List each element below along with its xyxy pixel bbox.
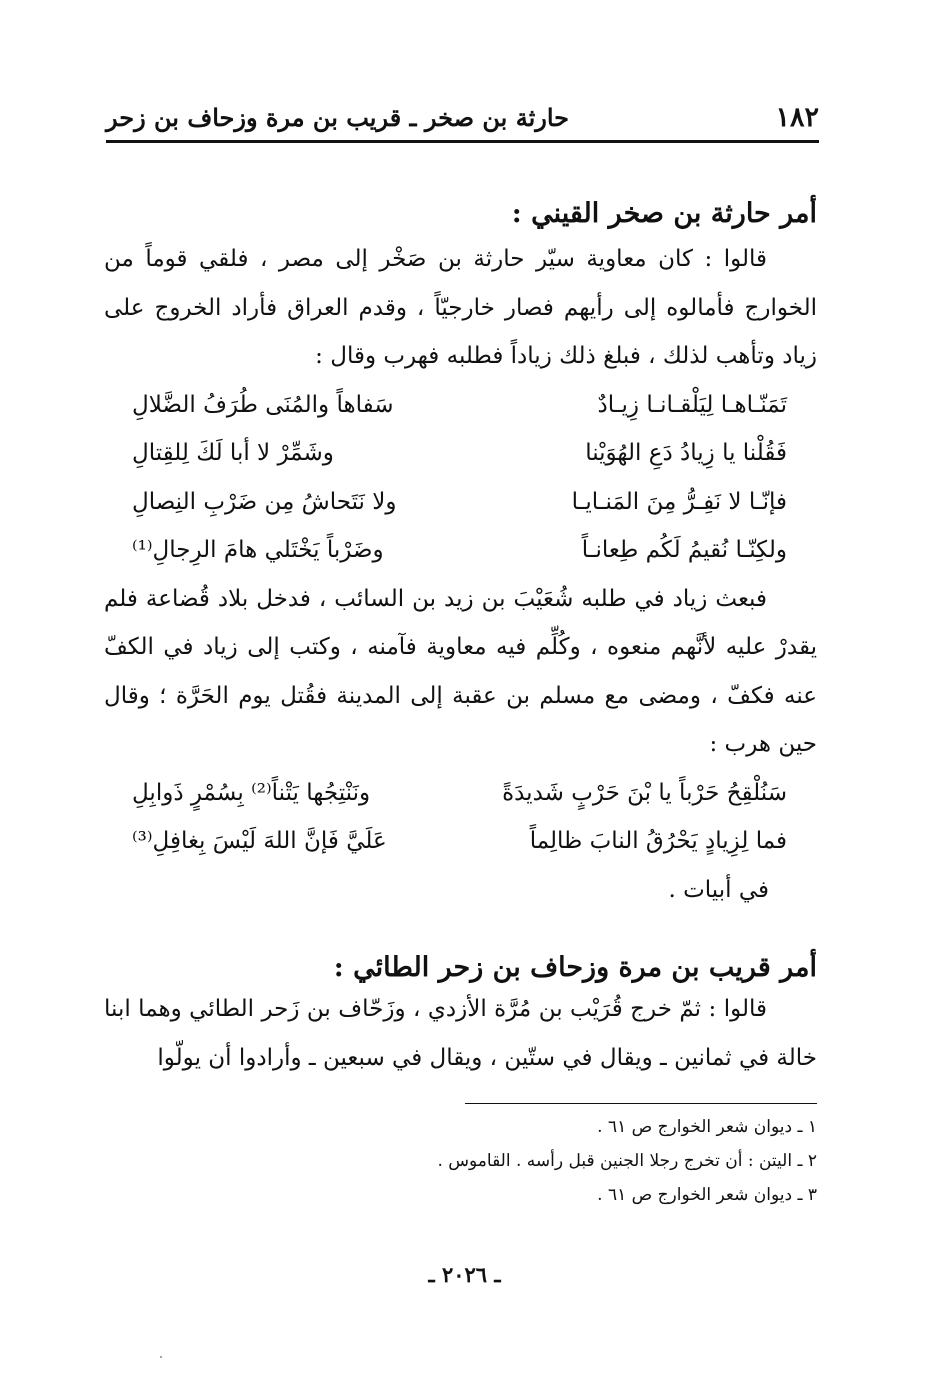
- folio-number: ـ ٢٠٢٦ ـ: [428, 1262, 501, 1287]
- hemistich-first: فما لِزِيادٍ يَحْرُقُ النابَ ظالِماً: [529, 828, 787, 854]
- scan-speck: [160, 1356, 162, 1358]
- hemistich-second: ونَنْتِجُها يَتْناً⁽²⁾ بِسُمْرٍ ذَوابِلِ: [132, 779, 371, 806]
- intro-paragraph: قالوا : كان معاوية سيّر حارثة بن صَخْر إلى مصر ، فلقي قوماً من الخوارج فأمالوه إلى رأيهم فصار خارجيّاً ، وقدم العراق فأراد الخروج على زياد وتأهب لذلك ، فبلغ ذلك زياداً فطلبه فهرب وقال :: [104, 246, 817, 369]
- page-header: [106, 98, 819, 136]
- closing-line: في أبيات .: [668, 876, 769, 903]
- verse-line: [104, 526, 817, 575]
- footnote: ٢ ـ اليتن : أن تخرج رجلا الجنين قبل رأسه . القاموس .: [437, 1151, 817, 1171]
- hemistich-second: ولا نَتَحاشُ مِن ضَرْبِ النِصالِ: [132, 488, 397, 515]
- header-rule: [106, 140, 819, 143]
- verse-line: [104, 381, 817, 430]
- hemistich-second: وضَرْباً يَخْتَلي هامَ الرِجالِ⁽¹⁾: [132, 537, 384, 563]
- hemistich-first: تَمَنّـاهـا لِيَلْقـانـا زِيـادٌ: [597, 391, 787, 418]
- verse-line: [104, 817, 817, 866]
- section-harithah: [104, 198, 817, 914]
- hemistich-first: فإنّـا لا نَفِـرُّ مِنَ المَنـايـا: [571, 488, 787, 515]
- verse-line: [104, 429, 817, 478]
- hemistich-first: سَنُلْقِحُ حَرْباً يا بْنَ حَرْبٍ شَديدَةً: [502, 779, 787, 806]
- footnotes: [300, 1110, 817, 1212]
- section-paragraph: قالوا : ثمّ خرج قُرَيْب بن مُرَّة الأزدي ، وزَحّاف بن زَحر الطائي وهما ابنا خالة في ثمانين ـ ويقال في ستّين ، ويقال في سبعين ـ وأرادوا أن يولّوا: [104, 996, 817, 1071]
- hemistich-second: وشَمِّرْ لا أبا لَكَ لِلقِتالِ: [132, 440, 334, 466]
- section-heading: أمر حارثة بن صخر القيني :: [511, 198, 817, 229]
- verse-line: [104, 478, 817, 527]
- hemistich-first: ولكِنّـا نُقيمُ لَكُم طِعانـاً: [581, 537, 787, 563]
- footnote-rule: [465, 1103, 817, 1104]
- verse-line: [104, 769, 817, 818]
- running-title: حارثة بن صخر ـ قريب بن مرة وزحاف بن زحر: [106, 102, 569, 132]
- section-qurayb: [104, 952, 817, 1082]
- footnote: ١ ـ ديوان شعر الخوارج ص ٦١ .: [597, 1117, 817, 1137]
- hemistich-first: فَقُلْنا يا زِيادُ دَعِ الهُوَيْنا: [585, 440, 787, 466]
- section-heading: أمر قريب بن مرة وزحاف بن زحر الطائي :: [333, 952, 817, 983]
- page-number: ١٨٢: [775, 101, 819, 133]
- poem: [104, 769, 817, 866]
- hemistich-second: سَفاهاً والمُنَى طُرَفُ الضَّلالِ: [132, 391, 394, 418]
- middle-paragraph: فبعث زياد في طلبه شُعَيْبَ بن زيد بن السائب ، فدخل بلاد قُضاعة فلم يقدرْ عليه لأنَّهم منعوه ، وكُلِّم فيه معاوية فآمنه ، وكتب إلى زياد في الكفّ عنه فكفّ ، ومضى مع مسلم بن عقبة إلى المدينة فقُتل يوم الحَرَّة ؛ وقال حين هرب :: [104, 585, 817, 757]
- poem: [104, 381, 817, 575]
- hemistich-second: عَلَيَّ فَإنَّ اللهَ لَيْسَ بِغافِلِ⁽³⁾: [132, 828, 387, 854]
- footnote: ٣ ـ ديوان شعر الخوارج ص ٦١ .: [597, 1185, 817, 1205]
